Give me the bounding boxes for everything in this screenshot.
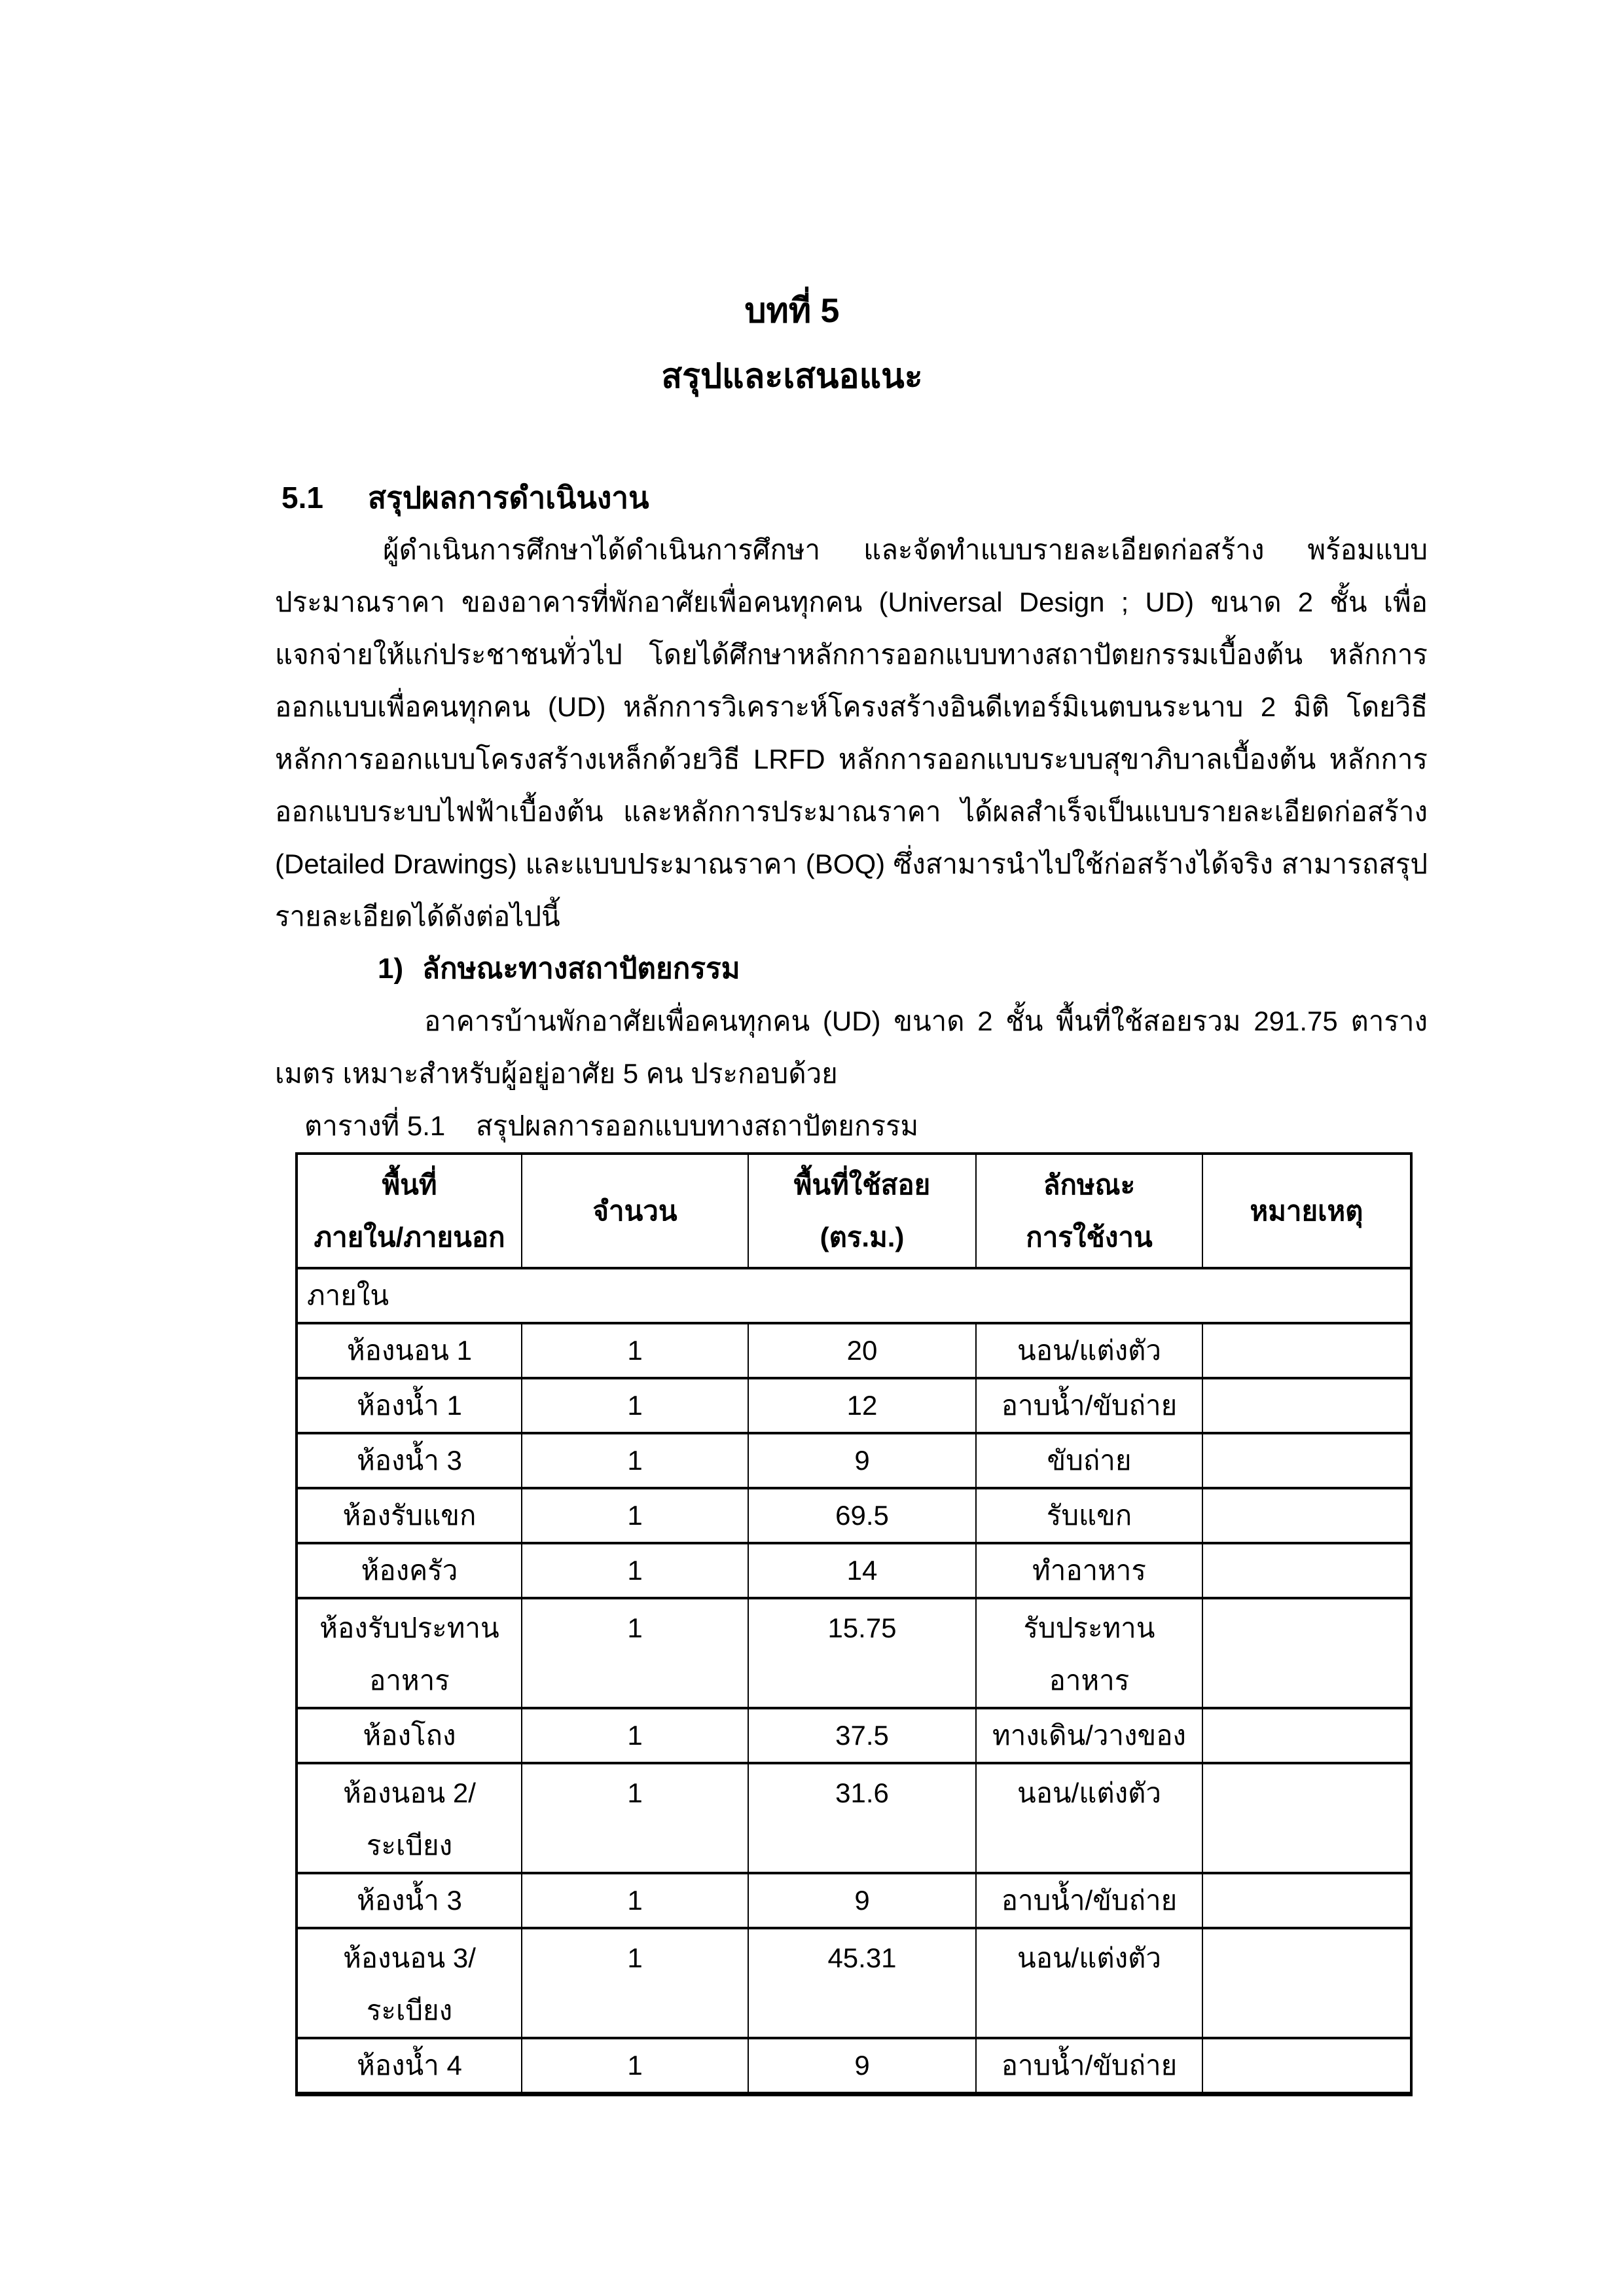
- cell-quantity: 1: [522, 1488, 748, 1543]
- chapter-number-line: บทที่ 5: [744, 292, 840, 330]
- cell-usage: [976, 1323, 1202, 1378]
- cell-line: อาบน้ำ/ขับถ่าย: [1001, 2050, 1178, 2081]
- cell-line: อาหาร: [369, 1665, 450, 1696]
- paragraph-line: หลักการออกแบบโครงสร้างเหล็กด้วยวิธี LRFD หลักการออกแบบระบบสุขาภิบาลเบื้องต้น หลักการ: [275, 744, 1428, 774]
- cell-area: [297, 1598, 522, 1708]
- cell-size: 9: [748, 1433, 976, 1488]
- cell-size: 31.6: [748, 1763, 976, 1873]
- cell-quantity: 1: [522, 1433, 748, 1488]
- cell-note: [1202, 1708, 1411, 1763]
- table-row: [297, 1378, 1411, 1433]
- cell-quantity: 1: [522, 1763, 748, 1873]
- cell-area: [297, 1873, 522, 1928]
- cell-note: [1202, 1873, 1411, 1928]
- cell-usage: [976, 1433, 1202, 1488]
- table-section-label: ภายใน: [297, 1268, 1411, 1323]
- column-header: [297, 1154, 522, 1268]
- paragraph-line: รายละเอียดได้ดังต่อไปนี้: [275, 901, 560, 932]
- cell-line: รับแขก: [1046, 1500, 1132, 1531]
- section-title: สรุปผลการดำเนินงาน: [368, 481, 649, 515]
- cell-area: [297, 1708, 522, 1763]
- table-row: [297, 1488, 1411, 1543]
- cell-quantity: 1: [522, 1598, 748, 1708]
- cell-usage: [976, 1598, 1202, 1708]
- cell-quantity: 1: [522, 1928, 748, 2038]
- cell-line: ทำอาหาร: [1032, 1555, 1146, 1586]
- cell-usage: [976, 2038, 1202, 2094]
- table-row: [297, 1873, 1411, 1928]
- cell-size: 12: [748, 1378, 976, 1433]
- cell-line: ห้องรับประทาน: [319, 1613, 499, 1643]
- paragraph-line: ออกแบบเพื่อคนทุกคน (UD) หลักการวิเคราะห์โครงสร้างอินดีเทอร์มิเนตบนระนาบ 2 มิติ โดยวิธี: [275, 691, 1428, 722]
- cell-line: ห้องน้ำ 1: [357, 1390, 462, 1421]
- cell-line: นอน/แต่งตัว: [1017, 1942, 1162, 1973]
- column-header-line: ภายใน/ภายนอก: [314, 1221, 505, 1252]
- cell-size: 69.5: [748, 1488, 976, 1543]
- cell-line: ห้องรับแขก: [342, 1500, 477, 1531]
- table-caption: [275, 1100, 1428, 1152]
- paragraph-line: (Detailed Drawings) และแบบประมาณราคา (BOQ) ซึ่งสามารนำไปใช้ก่อสร้างได้จริง สามารถสรุป: [275, 848, 1428, 879]
- chapter-name-line: สรุปและเสนอแนะ: [661, 357, 923, 395]
- intro-paragraph: [275, 524, 1428, 943]
- column-header-line: พื้นที่: [382, 1169, 437, 1200]
- cell-line: ห้องน้ำ 3: [357, 1445, 462, 1476]
- table-row: [297, 1708, 1411, 1763]
- cell-area: [297, 1433, 522, 1488]
- column-header-line: หมายเหตุ: [1250, 1195, 1363, 1226]
- subsection-paragraph: [275, 995, 1428, 1100]
- column-header: [748, 1154, 976, 1268]
- cell-size: 20: [748, 1323, 976, 1378]
- table-caption-label: ตารางที่ 5.1: [304, 1110, 446, 1141]
- paragraph-line: ผู้ดำเนินการศึกษาได้ดำเนินการศึกษา และจัดทำแบบรายละเอียดก่อสร้าง พร้อมแบบ: [383, 534, 1428, 565]
- cell-size: 15.75: [748, 1598, 976, 1708]
- cell-note: [1202, 1543, 1411, 1598]
- cell-line: ขับถ่าย: [1047, 1445, 1132, 1476]
- column-header-line: (ตร.ม.): [820, 1221, 905, 1252]
- subsection-number: 1): [378, 953, 404, 985]
- column-header-line: พื้นที่ใช้สอย: [793, 1169, 931, 1200]
- subsection-heading: [275, 943, 1428, 995]
- column-header-line: ลักษณะ: [1043, 1169, 1136, 1200]
- cell-note: [1202, 2038, 1411, 2094]
- cell-line: ห้องน้ำ 4: [357, 2050, 462, 2081]
- cell-usage: [976, 1378, 1202, 1433]
- cell-area: [297, 2038, 522, 2094]
- section-heading: [275, 471, 1428, 524]
- cell-note: [1202, 1433, 1411, 1488]
- cell-line: อาหาร: [1049, 1665, 1130, 1696]
- cell-line: อาบน้ำ/ขับถ่าย: [1001, 1885, 1178, 1916]
- column-header: [522, 1154, 748, 1268]
- column-header: [1202, 1154, 1411, 1268]
- cell-line: รับประทาน: [1023, 1613, 1155, 1643]
- paragraph-line: แจกจ่ายให้แก่ประชาชนทั่วไป โดยได้ศึกษาหลักการออกแบบทางสถาปัตยกรรมเบื้องต้น หลักการ: [275, 639, 1428, 670]
- cell-line: ห้องครัว: [361, 1555, 458, 1586]
- table-caption-title: สรุปผลการออกแบบทางสถาปัตยกรรม: [476, 1110, 919, 1141]
- cell-quantity: 1: [522, 1378, 748, 1433]
- cell-area: [297, 1378, 522, 1433]
- paragraph-line: ออกแบบระบบไฟฟ้าเบื้องต้น และหลักการประมาณราคา ได้ผลสำเร็จเป็นแบบรายละเอียดก่อสร้าง: [275, 796, 1428, 827]
- column-header-line: การใช้งาน: [1026, 1221, 1153, 1252]
- cell-size: 37.5: [748, 1708, 976, 1763]
- paragraph-line: อาคารบ้านพักอาศัยเพื่อคนทุกคน (UD) ขนาด 2 ชั้น พื้นที่ใช้สอยรวม 291.75 ตาราง: [424, 1006, 1428, 1036]
- table-row: [297, 1433, 1411, 1488]
- cell-note: [1202, 1488, 1411, 1543]
- cell-line: ระเบียง: [366, 1995, 453, 2026]
- cell-line: ห้องนอน 1: [346, 1335, 473, 1366]
- cell-note: [1202, 1598, 1411, 1708]
- table-row: [297, 1598, 1411, 1708]
- cell-note: [1202, 1928, 1411, 2038]
- table-section-row: [297, 1268, 1411, 1323]
- cell-quantity: 1: [522, 1543, 748, 1598]
- section-number: 5.1: [281, 481, 323, 515]
- cell-size: 45.31: [748, 1928, 976, 2038]
- subsection-title: ลักษณะทางสถาปัตยกรรม: [422, 953, 740, 985]
- cell-area: [297, 1928, 522, 2038]
- column-header-line: จำนวน: [592, 1195, 677, 1226]
- cell-usage: [976, 1928, 1202, 2038]
- cell-quantity: 1: [522, 1323, 748, 1378]
- table-row: [297, 1928, 1411, 2038]
- cell-usage: [976, 1763, 1202, 1873]
- paragraph-line: ประมาณราคา ของอาคารที่พักอาศัยเพื่อคนทุกคน (Universal Design ; UD) ขนาด 2 ชั้น เพื่อ: [275, 587, 1428, 617]
- cell-line: ระเบียง: [366, 1830, 453, 1861]
- cell-size: 9: [748, 1873, 976, 1928]
- summary-table: [295, 1152, 1413, 2096]
- page-content: [275, 0, 1428, 2096]
- cell-line: ห้องโถง: [363, 1720, 456, 1751]
- table-row: [297, 1323, 1411, 1378]
- cell-size: 14: [748, 1543, 976, 1598]
- cell-quantity: 1: [522, 1708, 748, 1763]
- cell-size: 9: [748, 2038, 976, 2094]
- cell-usage: [976, 1708, 1202, 1763]
- cell-note: [1202, 1378, 1411, 1433]
- cell-area: [297, 1323, 522, 1378]
- cell-line: ทางเดิน/วางของ: [992, 1720, 1186, 1751]
- paragraph-line: เมตร เหมาะสำหรับผู้อยู่อาศัย 5 คน ประกอบด้วย: [275, 1058, 838, 1089]
- cell-line: ห้องนอน 2/: [343, 1777, 476, 1808]
- cell-note: [1202, 1323, 1411, 1378]
- cell-line: อาบน้ำ/ขับถ่าย: [1001, 1390, 1178, 1421]
- summary-table-header-row: [297, 1154, 1411, 1268]
- cell-quantity: 1: [522, 1873, 748, 1928]
- cell-note: [1202, 1763, 1411, 1873]
- cell-quantity: 1: [522, 2038, 748, 2094]
- cell-area: [297, 1543, 522, 1598]
- chapter-title: [275, 0, 1309, 409]
- table-row: [297, 2038, 1411, 2094]
- cell-line: ห้องนอน 3/: [343, 1942, 476, 1973]
- summary-table-body: [297, 1268, 1411, 2094]
- cell-usage: [976, 1543, 1202, 1598]
- cell-usage: [976, 1488, 1202, 1543]
- cell-line: ห้องน้ำ 3: [357, 1885, 462, 1916]
- cell-line: นอน/แต่งตัว: [1017, 1777, 1162, 1808]
- table-row: [297, 1763, 1411, 1873]
- cell-usage: [976, 1873, 1202, 1928]
- cell-area: [297, 1488, 522, 1543]
- table-row: [297, 1543, 1411, 1598]
- column-header: [976, 1154, 1202, 1268]
- cell-area: [297, 1763, 522, 1873]
- cell-line: นอน/แต่งตัว: [1017, 1335, 1162, 1366]
